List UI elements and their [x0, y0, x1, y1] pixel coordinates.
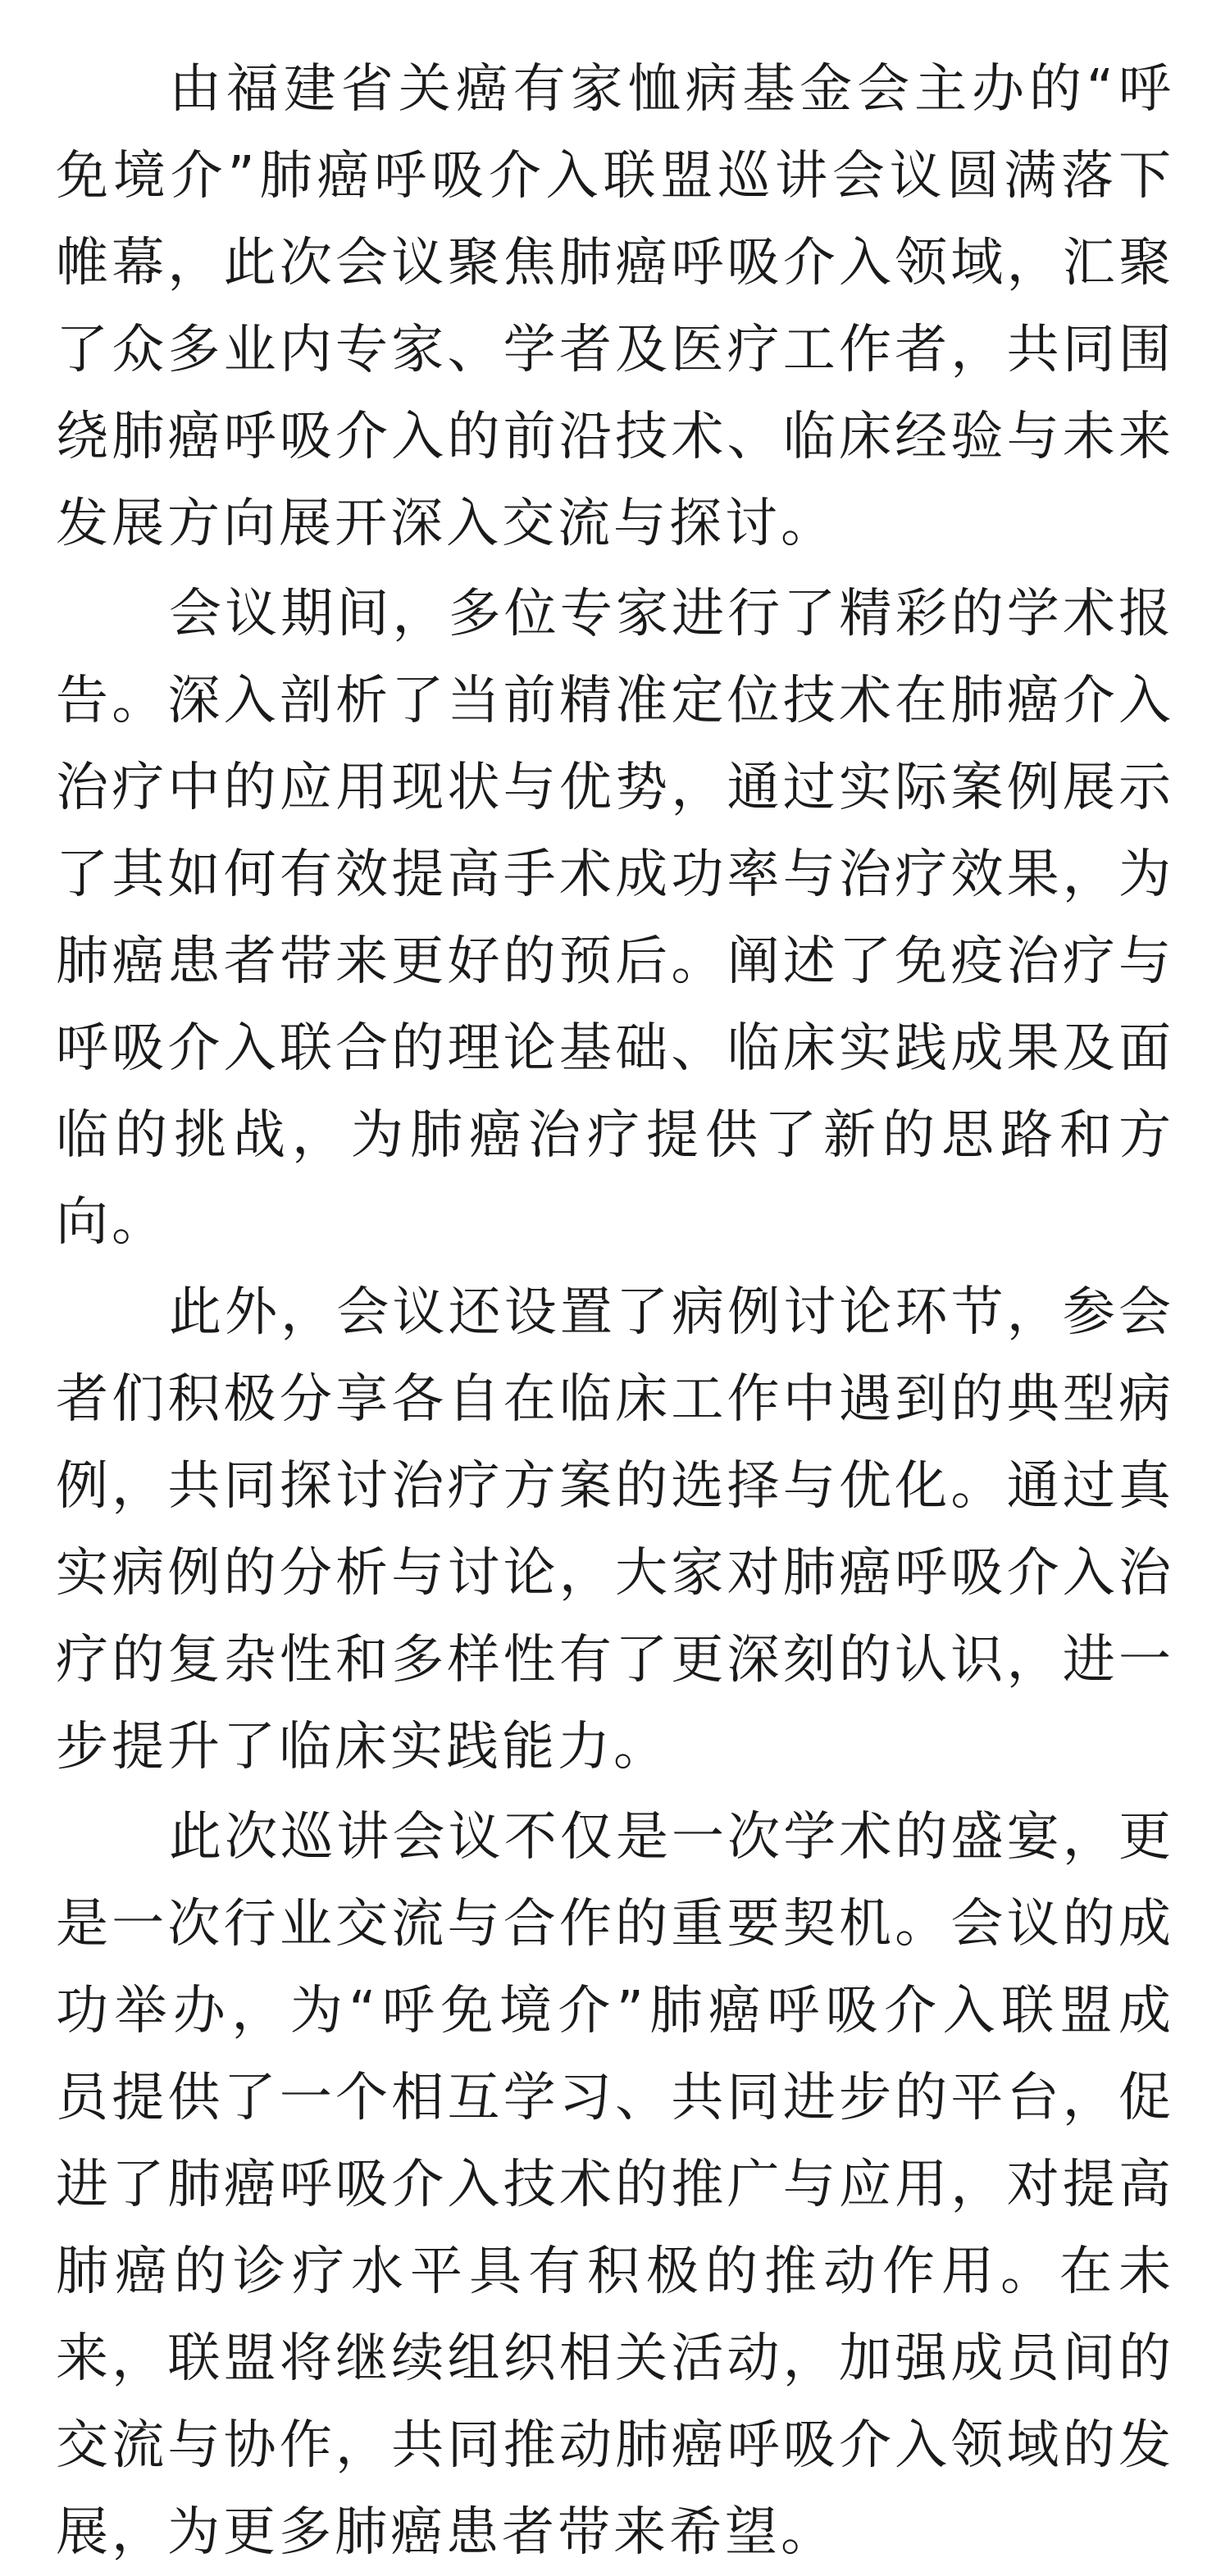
paragraph-reports: 会议期间，多位专家进行了精彩的学术报告。深入剖析了当前精准定位技术在肺癌介入治疗中的应用现状与优势，通过实际案例展示了其如何有效提高手术成功率与治疗效果，为肺癌患者带来更好的预后。阐述了免疫治疗与呼吸介入联合的理论基础、临床实践成果及面临的挑战，为肺癌治疗提供了新的思路和方向。: [56, 584, 1174, 1253]
paragraph-conclusion: 此次巡讲会议不仅是一次学术的盛宴，更是一次行业交流与合作的重要契机。会议的成功举办，为“呼免境介”肺癌呼吸介入联盟成员提供了一个相互学习、共同进步的平台，促进了肺癌呼吸介入技术的推广与应用，对提高肺癌的诊疗水平具有积极的推动作用。在未来，联盟将继续组织相关活动，加强成员间的交流与协作，共同推动肺癌呼吸介入领域的发展，为更多肺癌患者带来希望。: [56, 1807, 1174, 2563]
paragraph-case-discussion: 此外，会议还设置了病例讨论环节，参会者们积极分享各自在临床工作中遇到的典型病例，共同探讨治疗方案的选择与优化。通过真实病例的分析与讨论，大家对肺癌呼吸介入治疗的复杂性和多样性有了更深刻的认识，进一步提升了临床实践能力。: [56, 1282, 1174, 1777]
paragraph-intro: 由福建省关癌有家恤病基金会主办的“呼免境介”肺癌呼吸介入联盟巡讲会议圆满落下帷幕，此次会议聚焦肺癌呼吸介入领域，汇聚了众多业内专家、学者及医疗工作者，共同围绕肺癌呼吸介入的前沿技术、临床经验与未来发展方向展开深入交流与探讨。: [56, 59, 1174, 554]
